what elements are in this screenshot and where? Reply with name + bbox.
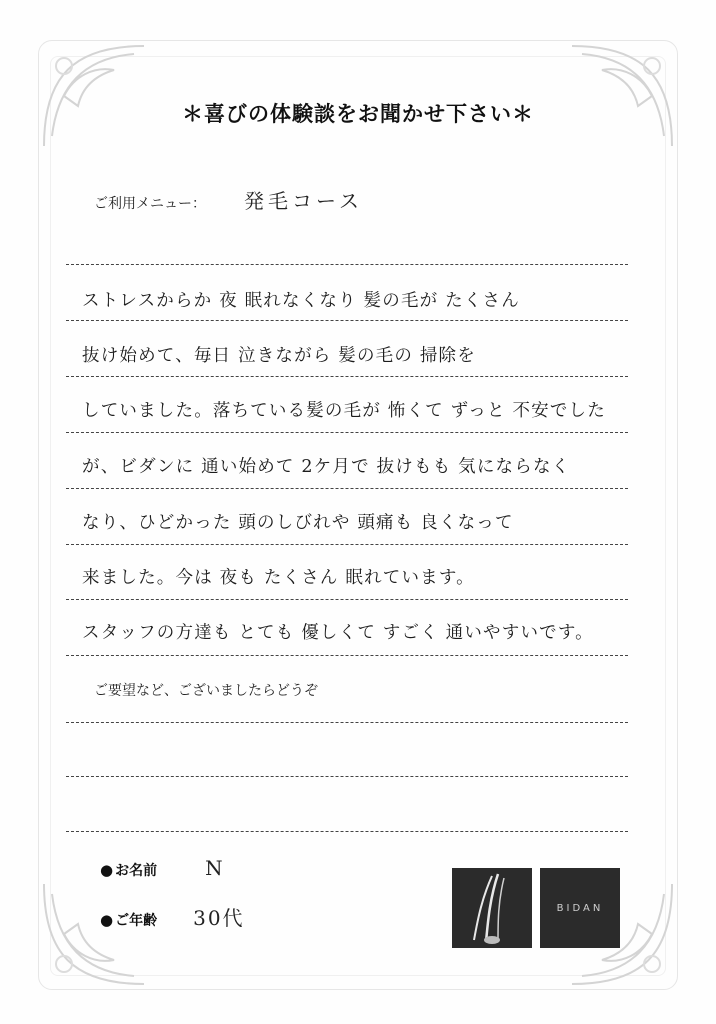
comment-line: スタッフの方達も とても 優しくて すごく 通いやすいです。 — [82, 623, 594, 643]
ruled-line — [66, 655, 628, 656]
comment-line: が、ビダンに 通い始めて 2ケ月で 抜けもも 気にならなく — [82, 457, 571, 477]
page-title: ＊喜びの体験談をお聞かせ下さい＊ — [182, 102, 534, 126]
bullet-icon: ● — [100, 911, 114, 929]
name-value: N — [205, 856, 225, 880]
comment-line: 抜け始めて、毎日 泣きながら 髪の毛の 掃除を — [82, 346, 476, 366]
name-label: お名前 — [115, 863, 158, 879]
logo-mark — [452, 868, 532, 948]
request-label: ご要望など、ございましたらどうぞ — [94, 683, 318, 699]
comment-line: なり、ひどかった 頭のしびれや 頭痛も 良くなって — [82, 513, 514, 533]
logo-wordmark — [540, 868, 620, 948]
comment-line: 来ました。今は 夜も たくさん 眠れています。 — [82, 568, 475, 588]
menu-row — [94, 185, 363, 214]
ruled-line — [66, 544, 628, 545]
menu-label: ご利用メニュー： — [94, 196, 206, 212]
bullet-icon: ● — [100, 861, 114, 879]
ruled-line — [66, 599, 628, 600]
corner-ornament-icon — [562, 36, 682, 156]
menu-value: 発毛コース — [244, 189, 363, 213]
ruled-line — [66, 376, 628, 377]
corner-ornament-icon — [34, 36, 154, 156]
ruled-line — [66, 320, 628, 321]
name-field — [100, 856, 225, 880]
ruled-line — [66, 264, 628, 265]
hair-strand-icon — [452, 868, 532, 948]
age-field — [100, 902, 245, 931]
comment-line: していました。落ちている髪の毛が 怖くて ずっと 不安でした — [82, 401, 606, 421]
comment-line: ストレスからか 夜 眠れなくなり 髪の毛が たくさん — [82, 291, 520, 311]
ruled-line — [66, 432, 628, 433]
age-value: 30代 — [193, 906, 245, 930]
ruled-line — [66, 831, 628, 832]
corner-ornament-icon — [34, 874, 154, 994]
logo-text: BIDAN — [556, 902, 604, 914]
ruled-line — [66, 722, 628, 723]
ruled-line — [66, 776, 628, 777]
ruled-line — [66, 488, 628, 489]
age-label: ご年齢 — [115, 913, 158, 929]
